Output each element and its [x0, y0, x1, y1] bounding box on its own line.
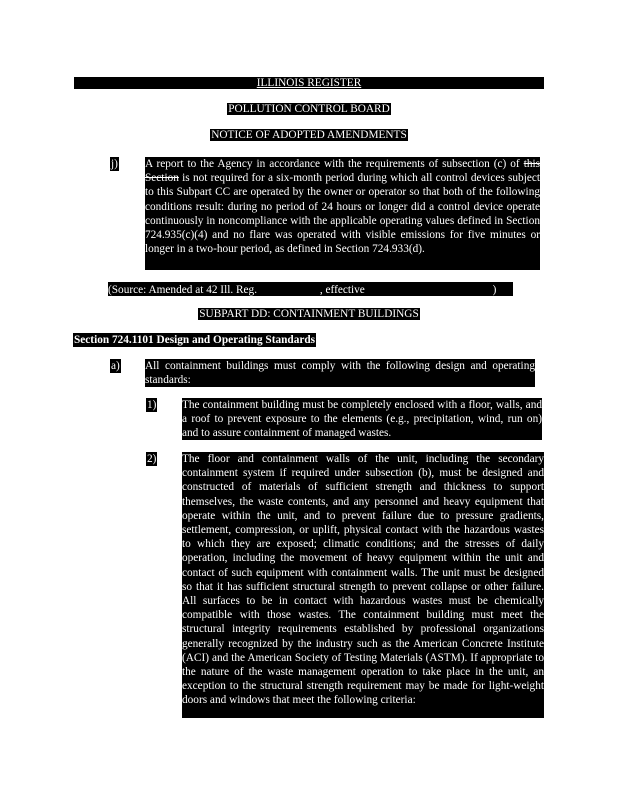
item-1-text: The containment building must be completely enclosed with a floor, walls, and a roof to prevent exposure to the elements (e.g., precipitation, wind, run on) and to assure containment of managed wastes.	[182, 399, 542, 440]
notice-title: NOTICE OF ADOPTED AMENDMENTS	[211, 129, 407, 141]
item-j-label: j)	[111, 158, 118, 170]
item-1-label: 1)	[147, 399, 157, 411]
item-j-text	[145, 157, 540, 270]
register-title: ILLINOIS REGISTER	[256, 77, 362, 89]
subpart-heading: SUBPART DD: CONTAINMENT BUILDINGS	[199, 308, 419, 320]
source-middle: , effective	[319, 284, 365, 296]
item-a-text: All containment buildings must comply with the following design and operating standards:	[145, 360, 535, 387]
item-j-struck: this Section	[145, 158, 541, 185]
item-j-rest: is not required for a six-month period during which all control devices subject to this Subpart CC are operated by the owner or operator so that both of the following conditions result: during no period of 24 hours or longer did a control device operate continuously in noncompliance with the applicable operating values defined in Section 724.935(c)(4) and no flare was operated with visible emissions for five minutes or longer in a two-hour period, as defined in Section 724.933(d).	[145, 172, 541, 256]
item-2-label: 2)	[147, 453, 157, 465]
source-prefix: (Source: Amended at 42 Ill. Reg.	[108, 284, 258, 296]
item-a-label: a)	[111, 360, 120, 372]
section-heading: Section 724.1101 Design and Operating Standards	[74, 334, 316, 346]
item-j-line1: A report to the Agency in accordance with the requirements of subsection (c) of	[145, 158, 520, 170]
source-blank-reg	[260, 282, 320, 293]
board-name: POLLUTION CONTROL BOARD	[228, 103, 390, 115]
source-blank-date	[368, 282, 493, 293]
source-note	[108, 282, 513, 296]
item-2-text: The floor and containment walls of the unit, including the secondary containment system if required under subsection (b), must be designed and constructed of materials of sufficient strength and thickness to support themselves, the waste contents, and any personnel and heavy equipment that operate within the unit, and to prevent failure due to pressure gradients, settlement, compression, or uplift, physical contact with the hazardous wastes to which they are exposed; climatic conditions; and the stresses of daily operation, including the movement of heavy equipment within the unit and contact of such equipment with containment walls. The unit must be designed so that it has sufficient structural strength to prevent collapse or other failure. All surfaces to be in contact with hazardous wastes must be chemically compatible with those wastes. The containment building must meet the structural integrity requirements established by professional organizations generally recognized by the industry such as the American Concrete Institute (ACI) and the American Society of Testing Materials (ASTM). If appropriate to the nature of the waste management operation to take place in the unit, an exception to the structural strength requirement may be made for light-weight doors and windows that meet the following criteria:	[182, 452, 544, 718]
source-suffix: )	[492, 284, 497, 296]
